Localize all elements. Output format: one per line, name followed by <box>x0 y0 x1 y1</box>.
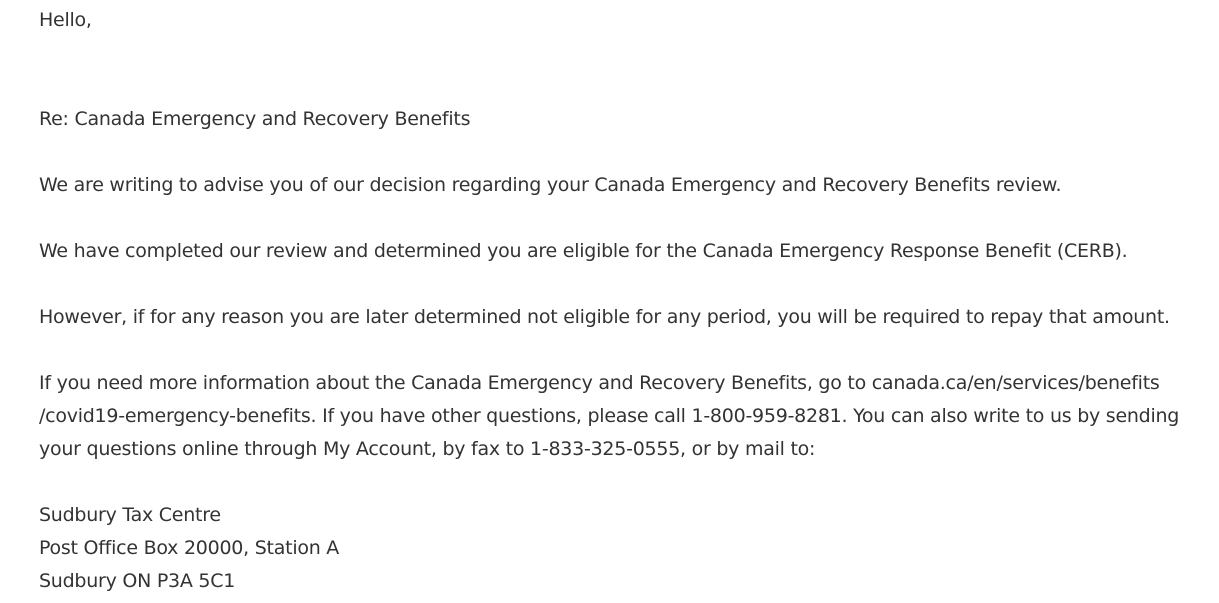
address-line: Post Office Box 20000, Station A <box>39 537 340 559</box>
greeting-block <box>39 4 1209 37</box>
more-information-paragraph <box>39 367 1209 466</box>
paragraph-text: We have completed our review and determined you are eligible for the Canada Emergency Response Benefit (CERB). <box>39 240 1128 262</box>
address-line: Sudbury Tax Centre <box>39 504 221 526</box>
address-line: Sudbury ON P3A 5C1 <box>39 570 236 592</box>
subject-line: Re: Canada Emergency and Recovery Benefits <box>39 108 471 130</box>
mailing-address <box>39 499 1209 598</box>
info-line: If you need more information about the Canada Emergency and Recovery Benefits, go to canada.ca/en/services/benefits <box>39 372 1160 394</box>
spacer <box>39 202 1209 235</box>
subject-block <box>39 103 1209 136</box>
spacer <box>39 466 1209 499</box>
info-line: your questions online through My Account, by fax to 1-833-325-0555, or by mail to: <box>39 438 816 460</box>
paragraph-text: However, if for any reason you are later determined not eligible for any period, you will be required to repay that amount. <box>39 306 1170 328</box>
spacer <box>39 136 1209 169</box>
info-line: /covid19-emergency-benefits. If you have other questions, please call 1-800-959-8281. You can also write to us by sending <box>39 405 1180 427</box>
repayment-paragraph <box>39 301 1209 334</box>
spacer <box>39 37 1209 103</box>
decision-paragraph <box>39 169 1209 202</box>
eligibility-paragraph <box>39 235 1209 268</box>
greeting: Hello, <box>39 9 92 31</box>
spacer <box>39 268 1209 301</box>
spacer <box>39 334 1209 367</box>
letter-body <box>39 4 1209 598</box>
paragraph-text: We are writing to advise you of our decision regarding your Canada Emergency and Recovery Benefits review. <box>39 174 1062 196</box>
